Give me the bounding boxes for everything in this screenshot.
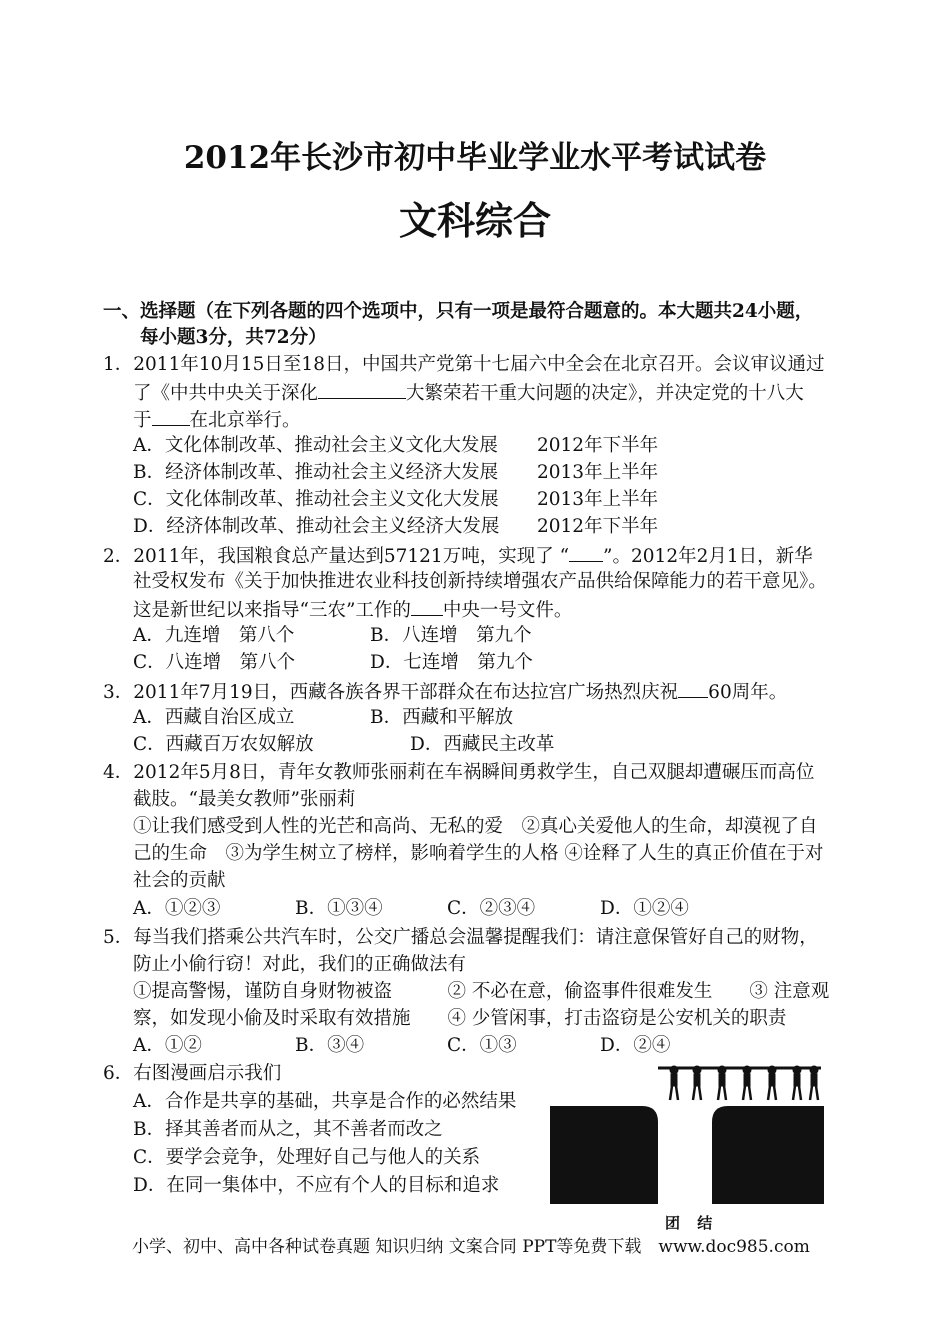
unity-cartoon-illustration: [546, 1058, 826, 1233]
cartoon-caption: 团 结: [665, 1214, 719, 1232]
q2-line3-end: 中央一号文件。: [442, 600, 573, 621]
q2-blank2: [411, 597, 443, 616]
section-heading-line2: 每小题3分，共72分）: [140, 327, 327, 348]
q2-line3: [133, 597, 572, 623]
q2-line1: [103, 543, 813, 569]
q5-line3: ①提高警惕，谨防自身财物被盗 ② 不必在意，偷盗事件很难发生 ③ 注意观: [133, 981, 830, 1002]
q5-option-a: A．①②: [133, 1035, 202, 1056]
q2-line2: 社受权发布《关于加快推进农业科技创新持续增强农产品供给保障能力的若干意见》。: [133, 571, 827, 592]
q1-line3-start: 于: [133, 410, 152, 431]
q1-option-c: C．文化体制改革、推动社会主义文化大发展: [133, 489, 499, 510]
q2-line3-start: 这是新世纪以来指导“三农”工作的: [133, 600, 411, 621]
footer-watermark-text: 小学、初中、高中各种试卷真题 知识归纳 文案合同 PPT等免费下载 www.doc985.com: [132, 1237, 810, 1257]
right-cliff: [712, 1106, 824, 1204]
q3-blank: [678, 679, 708, 698]
q4-line5: 社会的贡献: [133, 870, 226, 891]
q5-line4: 察，如发现小偷及时采取有效措施 ④ 少管闲事，打击盗窃是公安机关的职责: [133, 1008, 787, 1029]
q5-option-d: D．②④: [600, 1035, 671, 1056]
q6-option-d: D．在同一集体中，不应有个人的目标和追求: [133, 1175, 500, 1196]
q4-option-a: A．①②③: [133, 898, 221, 919]
q5-option-b: B．③④: [295, 1035, 365, 1056]
q4-option-d: D．①②④: [600, 898, 689, 919]
q4-option-c: C．②③④: [447, 898, 536, 919]
q6-option-a: A．合作是共享的基础，共享是合作的必然结果: [133, 1091, 517, 1112]
q1-option-a-time: 2012年下半年: [537, 435, 659, 456]
q4-line2: 截肢。“最美女教师”张丽莉: [133, 789, 356, 810]
q4-line4: 己的生命 ③为学生树立了榜样，影响着学生的人格 ④诠释了人生的真正价值在于对: [133, 843, 824, 864]
q1-line3: [133, 407, 301, 433]
q1-option-a: A．文化体制改革、推动社会主义文化大发展: [133, 435, 498, 456]
q3-line1-start: 3．2011年7月19日，西藏各族各界干部群众在布达拉宫广场热烈庆祝: [103, 682, 679, 703]
q1-line2-end: 大繁荣若干重大问题的决定》，并决定党的十八大: [406, 383, 804, 404]
q2-line1-start: 2．2011年，我国粮食总产量达到57121万吨，实现了 “: [103, 546, 570, 567]
q3-line1-end: 60周年。: [708, 682, 788, 703]
exam-title: 2012年长沙市初中毕业学业水平考试试卷: [183, 140, 767, 176]
q2-option-a: A．九连增 第八个: [133, 625, 295, 646]
q1-option-b-time: 2013年上半年: [537, 462, 659, 483]
q1-option-c-time: 2013年上半年: [537, 489, 659, 510]
q2-option-b: B．八连增 第九个: [370, 625, 532, 646]
q1-line1: 1．2011年10月15日至18日，中国共产党第十七届六中全会在北京召开。会议审议通过: [103, 354, 825, 375]
q3-option-a: A．西藏自治区成立: [133, 707, 295, 728]
q1-blank1: [318, 380, 406, 399]
q4-line3: ①让我们感受到人性的光芒和高尚、无私的爱 ②真心关爱他人的生命，却漠视了自: [133, 816, 818, 837]
q1-option-d: D．经济体制改革、推动社会主义经济大发展: [133, 516, 500, 537]
q5-option-c: C．①③: [447, 1035, 517, 1056]
q5-line1: 5．每当我们搭乘公共汽车时，公交广播总会温馨提醒我们：请注意保管好自己的财物，: [103, 927, 818, 948]
q4-line1: 4．2012年5月8日，青年女教师张丽莉在车祸瞬间勇救学生，自己双腿却遭碾压而高位: [103, 762, 815, 783]
q4-option-b: B．①③④: [295, 898, 383, 919]
q3-option-b: B．西藏和平解放: [370, 707, 514, 728]
q6-option-c: C．要学会竞争，处理好自己与他人的关系: [133, 1147, 481, 1168]
section-heading-line1: 一、选择题（在下列各题的四个选项中，只有一项是最符合题意的。本大题共24小题，: [103, 301, 814, 322]
q2-option-c: C．八连增 第八个: [133, 652, 296, 673]
q3-line1: [103, 679, 787, 705]
q6-line1: 6．右图漫画启示我们: [103, 1063, 282, 1084]
q5-line2: 防止小偷行窃！对此，我们的正确做法有: [133, 954, 467, 975]
q1-blank2: [152, 407, 190, 426]
q1-option-b: B．经济体制改革、推动社会主义经济大发展: [133, 462, 499, 483]
q3-option-d: D．西藏民主改革: [410, 734, 555, 755]
subject-title: 文科综合: [398, 199, 551, 243]
q3-option-c: C．西藏百万农奴解放: [133, 734, 314, 755]
q2-line1-end: ”。2012年2月1日，新华: [603, 546, 813, 567]
people-chain: [658, 1066, 821, 1100]
q1-line2-start: 了《中共中央关于深化: [133, 383, 319, 404]
q1-option-d-time: 2012年下半年: [537, 516, 659, 537]
q1-line3-end: 在北京举行。: [189, 410, 301, 431]
q6-option-b: B．择其善者而从之，其不善者而改之: [133, 1119, 443, 1140]
q1-line2: [133, 380, 804, 406]
q2-option-d: D．七连增 第九个: [370, 652, 533, 673]
left-cliff: [550, 1106, 658, 1204]
q2-blank1: [569, 543, 603, 562]
